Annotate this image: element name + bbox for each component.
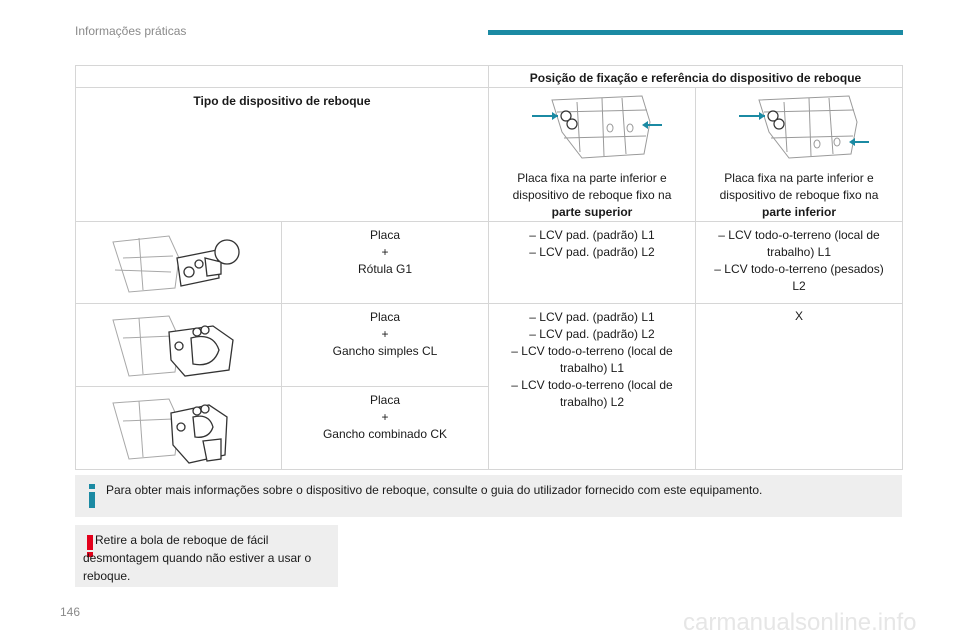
ball-joint-upper-list: – LCV pad. (padrão) L1 – LCV pad. (padrão) L2 xyxy=(489,222,696,304)
position-column-header: Posição de fixação e referência do dispositivo de reboque xyxy=(489,66,903,88)
info-note xyxy=(75,475,902,517)
position-upper-caption: Placa fixa na parte inferior e dispositivo de reboque fixo na parte superior xyxy=(512,171,672,219)
mount-lower-illustration xyxy=(729,92,869,162)
position-upper-cell xyxy=(489,88,696,222)
page-number: 146 xyxy=(60,605,81,619)
ball-joint-icon xyxy=(109,228,249,296)
device-type-header: Tipo de dispositivo de reboque xyxy=(76,88,489,222)
simple-hook-image-cell xyxy=(76,304,282,387)
combined-hook-icon xyxy=(109,393,249,467)
towing-device-table xyxy=(75,65,903,470)
header-accent-bar xyxy=(488,30,903,35)
watermark: carmanualsonline.info xyxy=(683,609,917,636)
position-lower-caption: Placa fixa na parte inferior e dispositivo de reboque fixo na parte inferior xyxy=(719,171,879,219)
device-simple-hook: Placa + Gancho simples CL xyxy=(282,304,489,387)
ball-joint-lower-list: – LCV todo-o-terreno (local de trabalho) L1 – LCV todo-o-terreno (pesados) L2 xyxy=(696,222,903,304)
device-ball-joint: Placa + Rótula G1 xyxy=(282,222,489,304)
hook-lower-mark: X xyxy=(696,304,903,470)
empty-header-cell xyxy=(76,66,489,88)
warning-note xyxy=(75,525,338,587)
page-section-title: Informações práticas xyxy=(75,24,187,38)
mount-upper-illustration xyxy=(522,92,662,162)
device-combined-hook: Placa + Gancho combinado CK xyxy=(282,387,489,470)
info-icon xyxy=(89,484,95,508)
hook-upper-list: – LCV pad. (padrão) L1 – LCV pad. (padrão) L2 – LCV todo-o-terreno (local de trabalho) L1 – LCV todo-o-terreno (local de trabalho) L2 xyxy=(489,304,696,470)
simple-hook-icon xyxy=(109,310,249,382)
ball-joint-image-cell xyxy=(76,222,282,304)
position-lower-cell xyxy=(696,88,903,222)
warning-text: Retire a bola de reboque de fácil desmontagem quando não estiver a usar o reboque. xyxy=(83,533,312,583)
info-text: Para obter mais informações sobre o dispositivo de reboque, consulte o guia do utilizador fornecido com este equipamento. xyxy=(106,483,763,497)
combined-hook-image-cell xyxy=(76,387,282,470)
